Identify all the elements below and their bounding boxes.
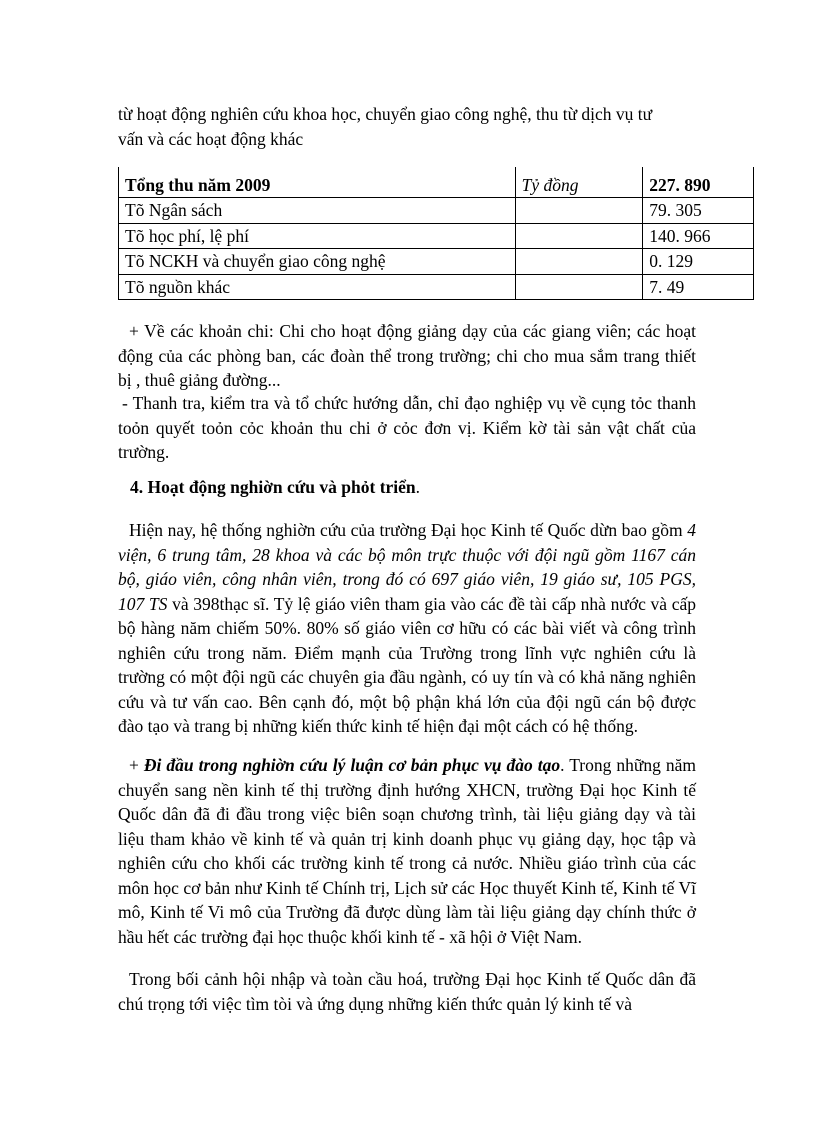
row-label: Tõ Ngân sách (119, 198, 516, 224)
row-unit (515, 223, 643, 249)
row-unit (515, 249, 643, 275)
table-row (119, 223, 754, 249)
intro-line-1: từ hoạt động nghiên cứu khoa học, chuyển giao công nghệ, thu từ dịch vụ tư (118, 104, 653, 124)
table-row (119, 249, 754, 275)
row-value: 140. 966 (643, 223, 754, 249)
row-label: Tõ nguồn khác (119, 274, 516, 300)
row-unit (515, 274, 643, 300)
row-unit (515, 198, 643, 224)
section-heading (130, 475, 420, 499)
row-label: Tõ học phí, lệ phí (119, 223, 516, 249)
table-row (119, 167, 754, 198)
intro-line-2: vấn và các hoạt động khác (118, 128, 304, 149)
research-paragraph (118, 518, 696, 739)
row-label: Tõ NCKH và chuyển giao công nghệ (119, 249, 516, 275)
table-row (119, 274, 754, 300)
section-title-dot: . (415, 477, 421, 497)
revenue-table (118, 167, 754, 300)
expenses-paragraph: + Về các khoản chi: Chi cho hoạt động giảng dạy của các giang viên; các hoạt động của các phòng ban, các đoàn thể trong trường; chi cho mua sắm trang thiết bị , thuê giảng đường... (118, 321, 696, 390)
research-staff-italic: 4 viện, 6 trung tâm, 28 khoa và các bộ môn trực thuộc với đội ngũ gồm 1167 cán bộ, giáo viên, công nhân viên, trong đó có 697 giáo viên, 19 giáo sư, 105 PGS, 107 TS (118, 520, 696, 614)
row-value: 227. 890 (643, 167, 754, 198)
section-title: 4. Hoạt động nghiờn cứu và phỏt triển (130, 477, 416, 497)
leading-text: . Trong những năm chuyển sang nền kinh tế thị trường định hướng XHCN, trường Đại học Kinh tế Quốc dân đã đi đầu trong việc biên soạn chương trình, tài liệu giảng dạy và tài liệu tham khảo về kinh tế và quản trị kinh doanh phục vụ giảng dạy, học tập và nghiên cứu cho khối các trường kinh tế trong cả nước. Nhiều giáo trình của các môn học cơ bản như Kinh tế Chính trị, Lịch sử các Học thuyết Kinh tế, Kinh tế Vĩ mô, Kinh tế Vi mô của Trường đã được dùng làm tài liệu giảng dạy chính thức ở hầu hết các trường đại học thuộc khối kinh tế - xã hội ở Việt Nam. (118, 755, 697, 947)
research-text-3: . Tỷ lệ giáo viên tham gia vào các đề tài cấp nhà nước và cấp bộ hàng năm chiếm 50%. 80% số giáo viên cơ hữu có các bài viết và công trình nghiên cứu trong năm. Điểm mạnh của Trường trong lĩnh vực nghiên cứu là trường có một đội ngũ các chuyên gia đầu ngành, có uy tín và có khả năng nghiên cứu và tư vấn cao. Bên cạnh đó, một bộ phận khá lớn của đội ngũ cán bộ được đào tạo và trang bị những kiến thức kinh tế hiện đại một cách có hệ thống. (118, 593, 697, 736)
leading-prefix: + (129, 755, 144, 775)
inspection-paragraph: - Thanh tra, kiểm tra và tổ chức hướng dẫn, chỉ đạo nghiệp vụ về cụng tỏc thanh toỏn quyết toỏn cỏc khoản thu chi ở cỏc đơn vị. Kiểm kờ tài sản vật chất của trường. (118, 393, 696, 462)
table-row (119, 198, 754, 224)
row-value: 79. 305 (643, 198, 754, 224)
integration-paragraph: Trong bối cảnh hội nhập và toàn cầu hoá, trường Đại học Kinh tế Quốc dân đã chú trọng tới việc tìm tòi và ứng dụng những kiến thức quản lý kinh tế và (118, 969, 696, 1014)
row-value: 7. 49 (643, 274, 754, 300)
leading-paragraph (118, 753, 696, 949)
row-unit: Tỷ đồng (515, 167, 643, 198)
research-text-2: và 398thạc sĩ (167, 593, 266, 614)
row-value: 0. 129 (643, 249, 754, 275)
row-label: Tổng thu năm 2009 (119, 167, 516, 198)
leading-bold-title: Đi đầu trong nghiờn cứu lý luận cơ bản phục vụ đào tạo (143, 755, 561, 775)
research-text-1: Hiện nay, hệ thống nghiờn cứu của trường Đại học Kinh tế Quốc dừn bao gồm (129, 520, 688, 540)
intro-paragraph (118, 102, 696, 151)
